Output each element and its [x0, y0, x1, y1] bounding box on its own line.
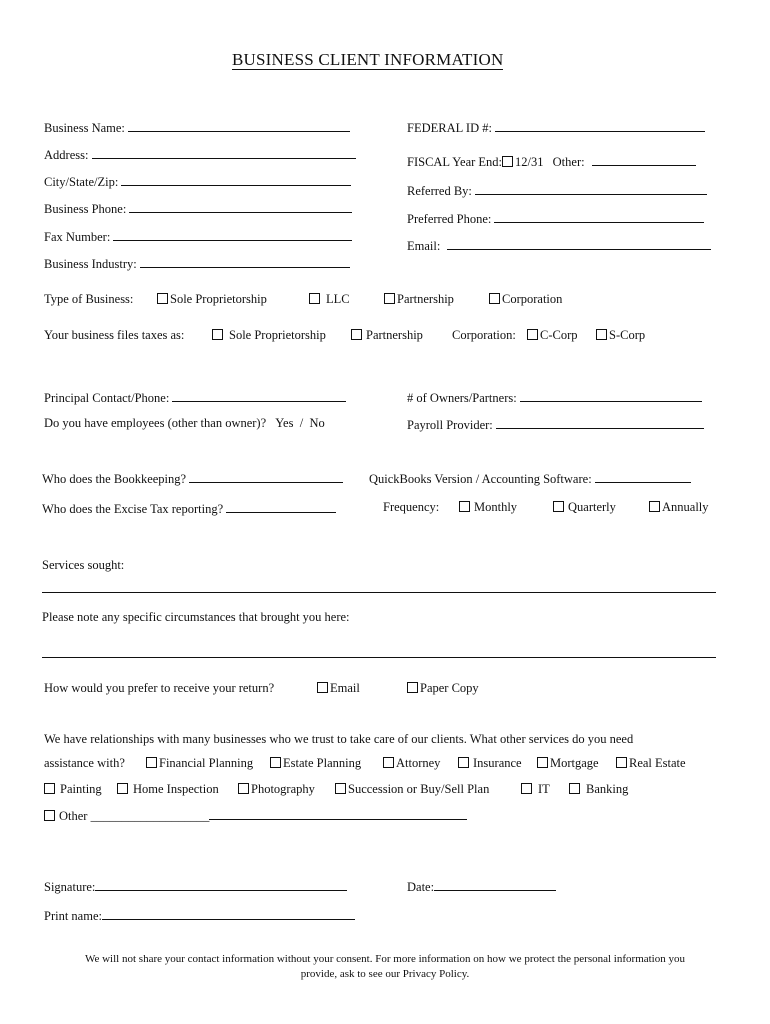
checkbox[interactable]	[309, 293, 320, 304]
option-label: Sole Proprietorship	[229, 328, 326, 342]
checkbox[interactable]	[459, 501, 470, 512]
service-other-label: Other	[59, 809, 88, 823]
address-label: Address:	[44, 148, 89, 162]
business-name-label: Business Name:	[44, 121, 125, 135]
option-label: Annually	[662, 500, 709, 514]
privacy-footer	[20, 952, 750, 982]
bookkeeping-label: Who does the Bookkeeping?	[42, 472, 187, 486]
bookkeeping-row	[42, 470, 343, 487]
option-label: Sole Proprietorship	[170, 292, 267, 306]
service-other-fill: ___________________	[90, 809, 210, 823]
service-other-field[interactable]	[209, 807, 467, 820]
service-succession[interactable]	[335, 782, 489, 797]
print-name-field[interactable]	[102, 907, 355, 920]
option-label: Photography	[251, 782, 315, 796]
type-option-llc[interactable]	[309, 292, 350, 307]
service-other-checkbox[interactable]	[44, 810, 55, 821]
print-name-label: Print name:	[44, 909, 102, 923]
checkbox[interactable]	[117, 783, 128, 794]
option-label: IT	[538, 782, 550, 796]
federal-id-field[interactable]	[495, 119, 705, 132]
option-label: Real Estate	[629, 756, 686, 770]
checkbox[interactable]	[458, 757, 469, 768]
service-banking[interactable]	[569, 782, 628, 797]
signature-row	[44, 878, 347, 895]
owners-partners-row	[407, 389, 702, 406]
option-label: Estate Planning	[283, 756, 362, 770]
fax-number-label: Fax Number:	[44, 230, 111, 244]
checkbox[interactable]	[317, 682, 328, 693]
federal-id-row	[407, 119, 705, 136]
option-label: Attorney	[396, 756, 441, 770]
type-option-partnership[interactable]	[384, 292, 454, 307]
email-field[interactable]	[447, 237, 711, 250]
excise-tax-field[interactable]	[226, 500, 336, 513]
principal-contact-row	[44, 389, 346, 406]
option-label: Partnership	[366, 328, 423, 342]
business-phone-row	[44, 200, 352, 217]
type-of-business-label: Type of Business:	[44, 292, 134, 306]
service-painting[interactable]	[44, 782, 102, 797]
service-mortgage[interactable]	[537, 756, 599, 771]
checkbox[interactable]	[616, 757, 627, 768]
checkbox[interactable]	[44, 783, 55, 794]
fax-number-field[interactable]	[113, 228, 352, 241]
frequency-option-monthly[interactable]	[459, 500, 517, 515]
relationships-text-2: assistance with?	[44, 756, 125, 770]
circumstances-label: Please note any specific circumstances that brought you here:	[42, 610, 350, 624]
email-label: Email:	[407, 239, 441, 253]
business-phone-field[interactable]	[129, 200, 352, 213]
quickbooks-row	[369, 470, 691, 487]
preferred-phone-row	[407, 210, 704, 227]
files-taxes-label: Your business files taxes as:	[44, 328, 185, 342]
fiscal-1231-checkbox[interactable]	[502, 156, 513, 167]
business-industry-label: Business Industry:	[44, 257, 137, 271]
city-state-zip-row	[44, 173, 351, 190]
checkbox[interactable]	[521, 783, 532, 794]
option-label: Paper Copy	[420, 681, 479, 695]
checkbox[interactable]	[146, 757, 157, 768]
employees-answer[interactable]: Yes / No	[275, 416, 325, 430]
business-phone-label: Business Phone:	[44, 202, 127, 216]
privacy-footer-line-1: We will not share your contact information without your consent. For more information on how we protect the personal information you	[84, 953, 685, 965]
fiscal-other-label: Other:	[552, 155, 585, 169]
option-label: Painting	[60, 782, 102, 796]
service-other-row	[44, 807, 467, 824]
frequency-option-quarterly[interactable]	[553, 500, 616, 515]
checkbox[interactable]	[649, 501, 660, 512]
principal-contact-label: Principal Contact/Phone:	[44, 391, 170, 405]
quickbooks-label: QuickBooks Version / Accounting Software:	[369, 472, 592, 486]
employees-question: Do you have employees (other than owner)?	[44, 416, 267, 430]
fiscal-other-field[interactable]	[592, 153, 696, 166]
federal-id-label: FEDERAL ID #:	[407, 121, 492, 135]
service-it[interactable]	[521, 782, 550, 797]
service-real-estate[interactable]	[616, 756, 686, 771]
service-financial-planning[interactable]	[146, 756, 253, 771]
checkbox[interactable]	[596, 329, 607, 340]
business-name-field[interactable]	[128, 119, 350, 132]
option-label: Quarterly	[568, 500, 616, 514]
services-sought-label: Services sought:	[42, 558, 125, 572]
owners-partners-field[interactable]	[520, 389, 702, 402]
checkbox[interactable]	[351, 329, 362, 340]
option-label: Mortgage	[550, 756, 599, 770]
excise-tax-label: Who does the Excise Tax reporting?	[42, 502, 224, 516]
fiscal-year-row	[407, 153, 696, 170]
address-field[interactable]	[92, 146, 356, 159]
owners-partners-label: # of Owners/Partners:	[407, 391, 517, 405]
receive-option-paper[interactable]	[407, 681, 479, 696]
quickbooks-field[interactable]	[595, 470, 691, 483]
frequency-label: Frequency:	[383, 500, 440, 514]
services-sought-line[interactable]	[42, 592, 716, 593]
taxes-option-sole[interactable]	[212, 328, 326, 343]
fiscal-year-label: FISCAL Year End:	[407, 155, 503, 169]
option-label: Banking	[586, 782, 629, 796]
checkbox[interactable]	[335, 783, 346, 794]
relationships-text: We have relationships with many businesses who we trust to take care of our clients. What other services do you need	[44, 732, 634, 746]
checkbox[interactable]	[553, 501, 564, 512]
bookkeeping-field[interactable]	[189, 470, 343, 483]
receive-option-email[interactable]	[317, 681, 360, 696]
service-attorney[interactable]	[383, 756, 440, 771]
option-label: Corporation	[502, 292, 563, 306]
service-estate-planning[interactable]	[270, 756, 361, 771]
payroll-provider-label: Payroll Provider:	[407, 418, 493, 432]
business-industry-field[interactable]	[140, 255, 350, 268]
taxes-corporation-label: Corporation:	[452, 328, 516, 342]
city-state-zip-field[interactable]	[121, 173, 351, 186]
taxes-option-ccorp[interactable]	[527, 328, 578, 343]
taxes-option-partnership[interactable]	[351, 328, 423, 343]
circumstances-line[interactable]	[42, 657, 716, 658]
fiscal-1231-label: 12/31	[515, 155, 544, 169]
business-name-row	[44, 119, 350, 136]
page-title: BUSINESS CLIENT INFORMATION	[232, 50, 504, 69]
option-label: C-Corp	[540, 328, 578, 342]
checkbox[interactable]	[383, 757, 394, 768]
option-label: Insurance	[473, 756, 522, 770]
service-insurance[interactable]	[458, 756, 522, 771]
checkbox[interactable]	[270, 757, 281, 768]
checkbox[interactable]	[238, 783, 249, 794]
preferred-phone-label: Preferred Phone:	[407, 212, 492, 226]
option-label: LLC	[326, 292, 350, 306]
city-state-zip-label: City/State/Zip:	[44, 175, 119, 189]
option-label: Financial Planning	[159, 756, 254, 770]
option-label: S-Corp	[609, 328, 646, 342]
option-label: Partnership	[397, 292, 454, 306]
service-home-inspection[interactable]	[117, 782, 219, 797]
option-label: Succession or Buy/Sell Plan	[348, 782, 490, 796]
checkbox[interactable]	[527, 329, 538, 340]
fax-number-row	[44, 228, 352, 245]
referred-by-label: Referred By:	[407, 184, 472, 198]
date-row	[407, 878, 556, 895]
option-label: Monthly	[474, 500, 518, 514]
option-label: Home Inspection	[133, 782, 219, 796]
preferred-phone-field[interactable]	[494, 210, 704, 223]
date-field[interactable]	[434, 878, 556, 891]
checkbox[interactable]	[157, 293, 168, 304]
print-name-row	[44, 907, 355, 924]
payroll-provider-row	[407, 416, 704, 433]
type-option-corporation[interactable]	[489, 292, 562, 307]
checkbox[interactable]	[384, 293, 395, 304]
signature-label: Signature:	[44, 880, 96, 894]
checkbox[interactable]	[407, 682, 418, 693]
frequency-option-annually[interactable]	[649, 500, 709, 515]
privacy-footer-line-2: provide, ask to see our Privacy Policy.	[300, 968, 470, 980]
email-row	[407, 237, 711, 254]
principal-contact-field[interactable]	[172, 389, 346, 402]
referred-by-row	[407, 182, 707, 199]
checkbox[interactable]	[569, 783, 580, 794]
service-photography[interactable]	[238, 782, 315, 797]
referred-by-field[interactable]	[475, 182, 707, 195]
payroll-provider-field[interactable]	[496, 416, 704, 429]
taxes-option-scorp[interactable]	[596, 328, 645, 343]
employees-row	[44, 416, 325, 431]
checkbox[interactable]	[212, 329, 223, 340]
receive-return-label: How would you prefer to receive your return?	[44, 681, 275, 695]
address-row	[44, 146, 356, 163]
excise-tax-row	[42, 500, 336, 517]
date-label: Date:	[407, 880, 435, 894]
option-label: Email	[330, 681, 360, 695]
business-industry-row	[44, 255, 350, 272]
checkbox[interactable]	[489, 293, 500, 304]
signature-field[interactable]	[95, 878, 347, 891]
checkbox[interactable]	[537, 757, 548, 768]
type-option-sole[interactable]	[157, 292, 267, 307]
